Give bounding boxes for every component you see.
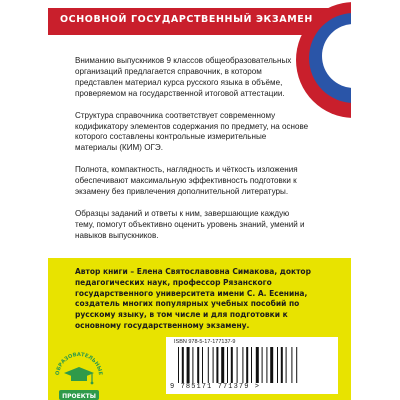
description-paragraph-1: Вниманию выпускников 9 классов общеобразовательных организаций предлагается справочник, в котором представлен материал курса русского языка в объёме, проверяемом на государственной итоговой аттестации. [75, 56, 292, 98]
barcode-bar [178, 347, 179, 383]
barcode-bar [182, 347, 184, 383]
barcode-bar [192, 347, 193, 383]
barcode-bar [270, 347, 273, 383]
barcode-bar [277, 347, 278, 383]
barcode-bar [262, 347, 263, 383]
graduation-cap-icon [64, 367, 94, 384]
barcode-bar [242, 347, 243, 383]
barcode-bar [187, 347, 190, 383]
description-paragraph-2: Структура справочника соответствует современному кодификатору элементов содержания по предмету, на основе которого составлены контрольные измерительные материалы (КИМ) ОГЭ. [75, 110, 309, 153]
barcode-digits: 9 785171 771379 > [170, 383, 261, 391]
barcode-bar [286, 347, 287, 383]
author-description: Автор книги – Елена Святославовна Симакова, доктор педагогических наук, профессор Рязанского государственного университета имени С. А. Есенина, создатель многих популярных учебных пособий по русскому языку, в том числе и для подготовки к основному государственному экзамену. [75, 267, 311, 330]
barcode-bar [197, 347, 199, 383]
barcode-bar [266, 347, 267, 383]
barcode-bar [237, 347, 238, 383]
description-text [75, 56, 310, 253]
barcode-block [166, 337, 338, 394]
barcode-bar [256, 347, 259, 383]
barcode-bar [208, 347, 209, 383]
barcode-bar [291, 347, 292, 383]
barcode-bars [176, 347, 326, 383]
badge-arc-text-path: ОБРАЗОВАТЕЛЬНЫЕ [54, 351, 104, 376]
isbn-text: ISBN 978-5-17-177137-9 [174, 339, 236, 345]
author-panel [48, 258, 351, 400]
badge-label: ПРОЕКТЫ [62, 392, 96, 400]
barcode-bar [231, 347, 233, 383]
barcode-bar [227, 347, 228, 383]
description-paragraph-3: Полнота, компактность, наглядность и чёткость изложения обеспечивают максимальную эффективность подготовки к экзамену без привлечения дополнительной литературы. [75, 165, 298, 197]
barcode-bar [216, 347, 218, 383]
barcode-bar [296, 347, 297, 383]
description-paragraph-4: Образцы заданий и ответы к ним, завершающие каждую тему, помогут объективно оценить уровень знаний, умений и навыков выпускников. [75, 208, 305, 240]
educational-projects-badge [53, 346, 105, 400]
barcode-bar [202, 347, 203, 383]
barcode-bar [251, 347, 252, 383]
barcode-bar [221, 347, 224, 383]
barcode-bar [246, 347, 248, 383]
book-back-cover [48, 0, 351, 400]
header-title: ОСНОВНОЙ ГОСУДАРСТВЕННЫЙ ЭКЗАМЕН [60, 14, 313, 25]
barcode-bar [281, 347, 283, 383]
barcode-bar [213, 347, 214, 383]
